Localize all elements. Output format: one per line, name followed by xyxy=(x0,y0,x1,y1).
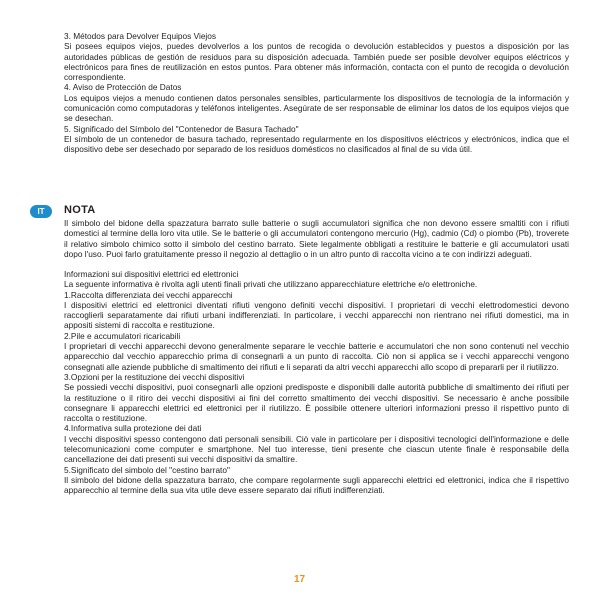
it-heading-4: 4.Informativa sulla protezione dei dati xyxy=(64,423,202,434)
es-heading-5: 5. Significado del Símbolo del "Contenedor de Basura Tachado" xyxy=(64,123,299,134)
language-badge-it: IT xyxy=(30,205,52,218)
spanish-section xyxy=(64,31,569,155)
es-heading-3: 3. Métodos para Devolver Equipos Viejos xyxy=(64,31,217,41)
it-paragraph-2: I proprietari di vecchi apparecchi devono generalmente separare le vecchie batterie e accumulatori che non sono contenuti nel vecchio apparecchio dal vecchio apparecchio prima di consegnarli a un punto di raccolta. Ciò non si applica se i vecchi apparecchi vengono consegnati alle aziende pubbliche di smaltimento dei rifiuti e li separati da altri vecchi apparecchi allo scopo di prepararli per il riutilizzo. xyxy=(64,341,569,372)
it-paragraph-1: I dispositivi elettrici ed elettronici diventati rifiuti vengono definiti vecchi dispositivi. I proprietari di vecchi elettrodomestici devono raccoglierli separatamente dai rifiuti urbani indifferenziati. In particolare, i vecchi apparecchi non rientrano nei rifiuti domestici, ma in appositi sistemi di raccolta e restituzione. xyxy=(64,299,569,331)
it-heading-1: 1.Raccolta differenziata dei vecchi apparecchi xyxy=(64,289,233,300)
it-paragraph-3: Se possiedi vecchi dispositivi, puoi consegnarli alle opzioni predisposte e disponibili dalle autorità pubbliche di smaltimento dei rifiuti per la restituzione o il ritiro dei vecchi dispositivi ai fini del corretto smaltimento dei vecchi dispositivi. Se necessario è anche possibile consegnare li apparecchi elettrici ed elettronici per il riutilizzo. È possibile ottenere ulteriori informazioni presso il rispettivo punto di raccolta o restituzione. xyxy=(64,382,569,424)
section-heading: NOTA xyxy=(64,204,96,216)
it-paragraph-4: I vecchi dispositivi spesso contengono dati personali sensibili. Ciò vale in particolare per i dispositivi tecnologici dell'informazione e delle telecomunicazioni come computer e smartphone. Nel tuo interesse, tieni presente che ciascun utente finale è responsabile della cancellazione dei dati presenti sui vecchi dispositivi da smaltire. xyxy=(64,433,569,465)
es-paragraph-3: Si posees equipos viejos, puedes devolverlos a los puntos de recogida o devolución establecidos y puestos a disposición por las autoridades públicas de gestión de residuos para su disposición adecuada. También puede ser posible devolver equipos eléctricos y electrónicos para fines de reutilización en estos puntos. Para obtener más información, contacta con el punto de recogida o devolución correspondiente. xyxy=(64,41,569,83)
italian-intro xyxy=(64,218,569,259)
es-paragraph-5: El símbolo de un contenedor de basura tachado, representado regularmente en los dispositivos eléctricos y electrónicos, indica que el dispositivo debe ser desechado por separado de los residuos domésticos no clasificados al final de su vida útil. xyxy=(64,133,569,155)
it-intro-paragraph: Il simbolo del bidone della spazzatura barrato sulle batterie o sugli accumulatori significa che non devono essere smaltiti con i rifiuti domestici al termine della loro vita utile. Se le batterie o gli accumulatori contengono mercurio (Hg), cadmio (Cd) o piombo (Pb), troverete il relativo simbolo chimico sotto il simbolo del cestino barrato. Siete legalmente obbligati a restituire le batterie e gli accumulatori usati dopo l'uso. Puoi farlo gratuitamente presso il negozio al dettaglio o in un altro punto di raccolta vicino a te con indirizzi adeguati. xyxy=(64,218,569,259)
italian-info-section xyxy=(64,269,569,496)
it-heading-5: 5.Significato del simbolo del "cestino barrato" xyxy=(64,464,230,475)
it-heading-2: 2.Pile e accumulatori ricaricabili xyxy=(64,330,181,341)
page-number: 17 xyxy=(293,574,306,585)
it-heading-3: 3.Opzioni per la restituzione dei vecchi dispositivi xyxy=(64,371,245,382)
it-paragraph-5: Il simbolo del bidone della spazzatura barrato, che compare regolarmente sugli apparecchi elettrici ed elettronici, indica che il rispettivo apparecchio al termine della sua vita utile deve essere separato dai rifiuti indifferenziati. xyxy=(64,474,569,496)
es-paragraph-4: Los equipos viejos a menudo contienen datos personales sensibles, particularmente los dispositivos de tecnología de la información y comunicación como computadoras y teléfonos inteligentes. Asegúrate de ser responsable de eliminar los datos de los equipos viejos que se desechan. xyxy=(64,92,569,124)
it-info-paragraph: La seguente informativa è rivolta agli utenti finali privati che utilizzano apparecchiature elettriche e/o elettroniche. xyxy=(64,279,478,290)
it-info-heading: Informazioni sui dispositivi elettrici ed elettronici xyxy=(64,269,239,279)
es-heading-4: 4. Aviso de Protección de Datos xyxy=(64,82,182,93)
